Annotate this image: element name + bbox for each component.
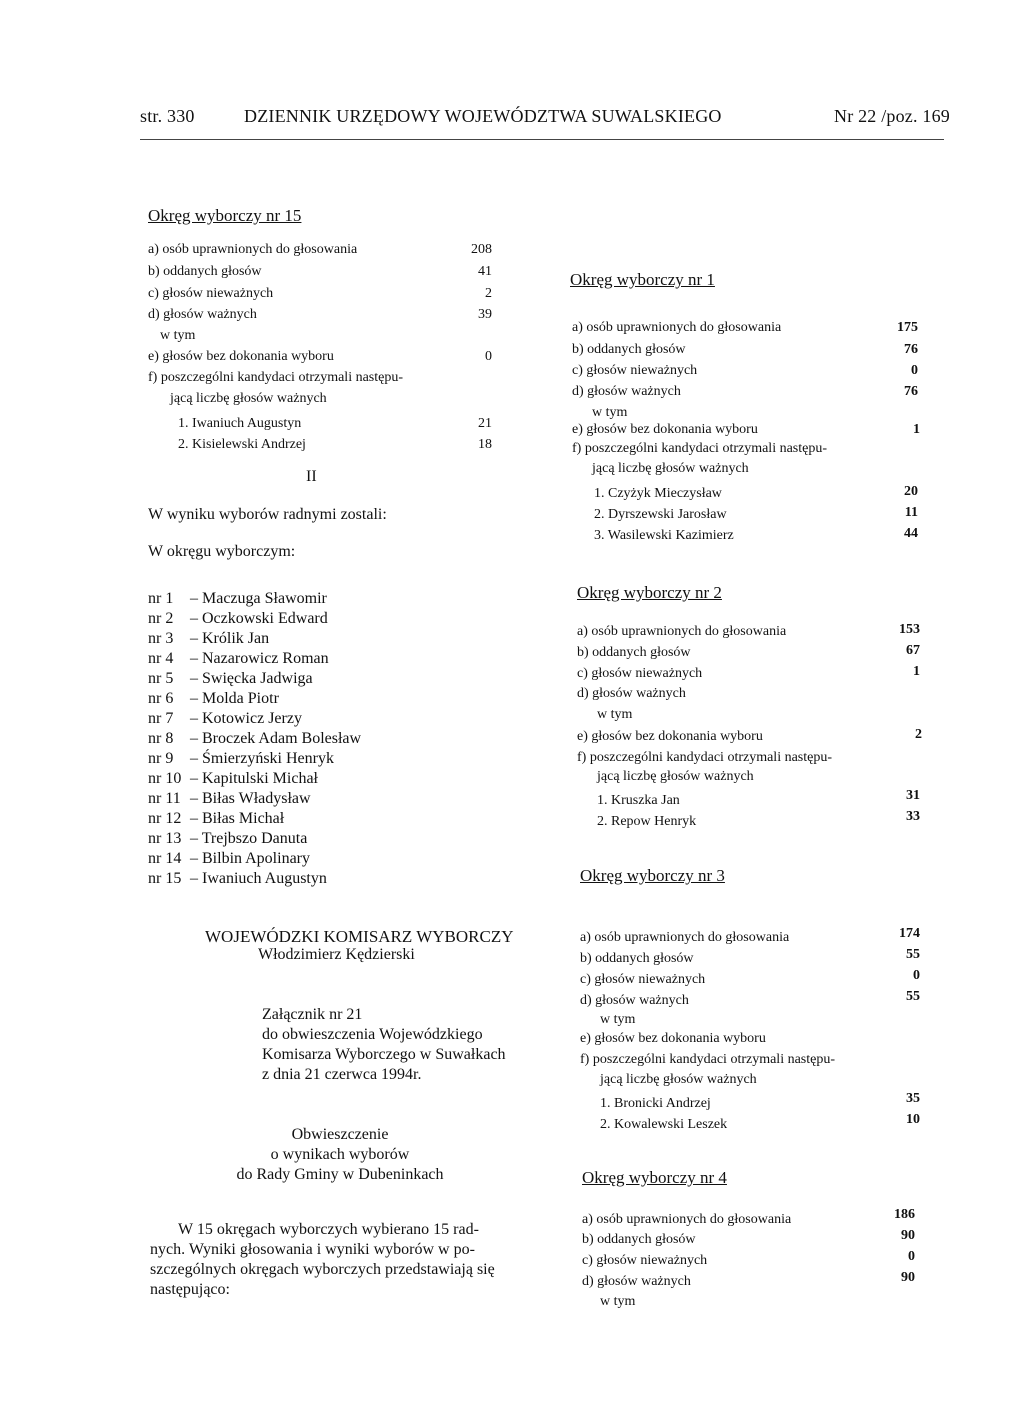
intro-text: następująco: xyxy=(150,1281,230,1298)
stat-value: 55 xyxy=(906,989,920,1004)
elected-nr: nr 2 xyxy=(148,610,174,627)
candidate-label: 1. Czyżyk Mieczysław xyxy=(594,486,722,501)
candidate-label: 2. Kisielewski Andrzej xyxy=(178,437,306,452)
elected-nr: nr 8 xyxy=(148,730,174,747)
district-3-title: Okręg wyborczy nr 3 xyxy=(580,866,725,885)
elected-name: – Biłas Władysław xyxy=(190,790,311,807)
district-1-title: Okręg wyborczy nr 1 xyxy=(570,270,715,289)
district-2-title: Okręg wyborczy nr 2 xyxy=(577,583,722,602)
stat-label: e) głosów bez dokonania wyboru xyxy=(148,349,334,364)
page-number: str. 330 xyxy=(140,106,195,126)
elected-name: – Broczek Adam Bolesław xyxy=(190,730,362,747)
candidate-label: 1. Bronicki Andrzej xyxy=(600,1096,711,1111)
commissioner-name: Włodzimierz Kędzierski xyxy=(258,946,415,963)
stat-label: f) poszczególni kandydaci otrzymali następu- xyxy=(577,750,833,765)
stat-label: d) głosów ważnych xyxy=(148,307,257,322)
announcement-line: do Rady Gminy w Dubeninkach xyxy=(236,1166,444,1183)
elected-nr: nr 15 xyxy=(148,870,182,887)
stat-value: 208 xyxy=(471,242,492,257)
stat-label: b) oddanych głosów xyxy=(577,645,691,660)
stat-value: 174 xyxy=(899,926,920,941)
announcement-title: Obwieszczenie xyxy=(291,1126,389,1143)
results-intro: W wyniku wyborów radnymi zostali: xyxy=(148,506,387,523)
district-4-title: Okręg wyborczy nr 4 xyxy=(582,1168,727,1187)
elected-name: – Bilbin Apolinary xyxy=(190,850,310,867)
candidate-votes: 35 xyxy=(906,1091,920,1106)
intro-text: nych. Wyniki głosowania i wyniki wyborów w po- xyxy=(150,1241,475,1258)
stat-value: 67 xyxy=(906,643,920,658)
candidate-votes: 20 xyxy=(904,484,918,499)
stat-label: a) osób uprawnionych do głosowania xyxy=(580,930,790,945)
elected-nr: nr 11 xyxy=(148,790,181,807)
stat-label: d) głosów ważnych xyxy=(582,1274,691,1289)
stat-label: w tym xyxy=(592,405,628,420)
issue-number: Nr 22 /poz. 169 xyxy=(834,106,950,126)
stat-value: 90 xyxy=(901,1228,915,1243)
header-rule xyxy=(140,139,944,140)
stat-value: 2 xyxy=(485,286,492,301)
stat-label: w tym xyxy=(600,1012,636,1027)
intro-text: W 15 okręgach wyborczych wybierano 15 rad- xyxy=(178,1221,479,1238)
district-heading: W okręgu wyborczym: xyxy=(148,543,296,560)
stat-label: w tym xyxy=(160,328,196,343)
stat-label: e) głosów bez dokonania wyboru xyxy=(577,729,763,744)
stat-label: e) głosów bez dokonania wyboru xyxy=(572,422,758,437)
elected-nr: nr 6 xyxy=(148,690,174,707)
stat-label: d) głosów ważnych xyxy=(577,686,686,701)
elected-nr: nr 12 xyxy=(148,810,182,827)
journal-title: DZIENNIK URZĘDOWY WOJEWÓDZTWA SUWALSKIEGO xyxy=(244,106,722,126)
stat-value: 1 xyxy=(913,422,920,437)
stat-label: w tym xyxy=(600,1294,636,1309)
stat-label: jącą liczbę głosów ważnych xyxy=(600,1072,757,1087)
elected-name: – Kotowicz Jerzy xyxy=(190,710,302,727)
candidate-label: 1. Iwaniuch Augustyn xyxy=(178,416,302,431)
candidate-votes: 18 xyxy=(478,437,492,452)
elected-name: – Swięcka Jadwiga xyxy=(190,670,313,687)
elected-name: – Kapitulski Michał xyxy=(190,770,318,787)
stat-value: 0 xyxy=(911,363,918,378)
stat-value: 175 xyxy=(897,320,918,335)
candidate-label: 2. Repow Henryk xyxy=(597,814,697,829)
stat-label: c) głosów nieważnych xyxy=(572,363,698,378)
stat-label: c) głosów nieważnych xyxy=(148,286,274,301)
elected-nr: nr 14 xyxy=(148,850,182,867)
elected-name: – Molda Piotr xyxy=(190,690,279,707)
elected-nr: nr 9 xyxy=(148,750,174,767)
stat-value: 41 xyxy=(478,264,492,279)
elected-name: – Iwaniuch Augustyn xyxy=(190,870,327,887)
elected-name: – Królik Jan xyxy=(190,630,270,647)
stat-label: jącą liczbę głosów ważnych xyxy=(597,769,754,784)
stat-value: 76 xyxy=(904,342,918,357)
attachment-line: do obwieszczenia Wojewódzkiego xyxy=(262,1026,483,1043)
elected-name: – Maczuga Sławomir xyxy=(190,590,327,607)
elected-name: – Trejbszo Danuta xyxy=(190,830,308,847)
candidate-votes: 21 xyxy=(478,416,492,431)
stat-label: b) oddanych głosów xyxy=(148,264,262,279)
announcement-line: o wynikach wyborów xyxy=(270,1146,410,1163)
stat-value: 2 xyxy=(915,727,922,742)
candidate-votes: 33 xyxy=(906,809,920,824)
attachment-date: z dnia 21 czerwca 1994r. xyxy=(262,1066,422,1083)
candidate-votes: 44 xyxy=(904,526,918,541)
stat-value: 39 xyxy=(478,307,492,322)
district-15-title: Okręg wyborczy nr 15 xyxy=(148,206,302,225)
candidate-label: 1. Kruszka Jan xyxy=(597,793,680,808)
stat-label: c) głosów nieważnych xyxy=(582,1253,708,1268)
stat-label: b) oddanych głosów xyxy=(582,1232,696,1247)
elected-nr: nr 1 xyxy=(148,590,174,607)
stat-label: a) osób uprawnionych do głosowania xyxy=(582,1212,792,1227)
elected-name: – Biłas Michał xyxy=(190,810,285,827)
stat-label: jącą liczbę głosów ważnych xyxy=(170,391,327,406)
stat-value: 153 xyxy=(899,622,920,637)
attachment-line: Komisarza Wyborczego w Suwałkach xyxy=(262,1046,506,1063)
stat-label: a) osób uprawnionych do głosowania xyxy=(148,242,358,257)
candidate-label: 2. Kowalewski Leszek xyxy=(600,1117,728,1132)
intro-text: szczególnych okręgach wyborczych przedstawiają się xyxy=(150,1261,495,1278)
stat-label: c) głosów nieważnych xyxy=(577,666,703,681)
stat-value: 0 xyxy=(908,1249,915,1264)
commissioner-title: WOJEWÓDZKI KOMISARZ WYBORCZY xyxy=(205,927,514,946)
stat-value: 1 xyxy=(913,664,920,679)
elected-name: – Oczkowski Edward xyxy=(190,610,328,627)
stat-value: 0 xyxy=(485,349,492,364)
stat-label: a) osób uprawnionych do głosowania xyxy=(577,624,787,639)
stat-label: f) poszczególni kandydaci otrzymali następu- xyxy=(148,370,404,385)
stat-value: 76 xyxy=(904,384,918,399)
elected-nr: nr 5 xyxy=(148,670,174,687)
elected-nr: nr 3 xyxy=(148,630,174,647)
stat-label: b) oddanych głosów xyxy=(572,342,686,357)
stat-label: d) głosów ważnych xyxy=(572,384,681,399)
elected-nr: nr 13 xyxy=(148,830,182,847)
stat-value: 90 xyxy=(901,1270,915,1285)
stat-value: 0 xyxy=(913,968,920,983)
stat-label: b) oddanych głosów xyxy=(580,951,694,966)
stat-value: 55 xyxy=(906,947,920,962)
stat-label: c) głosów nieważnych xyxy=(580,972,706,987)
stat-label: f) poszczególni kandydaci otrzymali następu- xyxy=(580,1052,836,1067)
stat-label: jącą liczbę głosów ważnych xyxy=(592,461,749,476)
elected-nr: nr 7 xyxy=(148,710,174,727)
attachment-number: Załącznik nr 21 xyxy=(262,1006,363,1023)
stat-label: w tym xyxy=(597,707,633,722)
elected-name: – Śmierzyński Henryk xyxy=(190,750,334,767)
elected-name: – Nazarowicz Roman xyxy=(190,650,329,667)
candidate-label: 3. Wasilewski Kazimierz xyxy=(594,528,734,543)
section-numeral: II xyxy=(306,468,317,485)
elected-nr: nr 4 xyxy=(148,650,174,667)
stat-label: f) poszczególni kandydaci otrzymali następu- xyxy=(572,441,828,456)
stat-label: a) osób uprawnionych do głosowania xyxy=(572,320,782,335)
candidate-votes: 10 xyxy=(906,1112,920,1127)
elected-nr: nr 10 xyxy=(148,770,182,787)
stat-value: 186 xyxy=(894,1207,915,1222)
candidate-votes: 11 xyxy=(904,505,918,520)
stat-label: e) głosów bez dokonania wyboru xyxy=(580,1031,766,1046)
candidate-votes: 31 xyxy=(906,788,920,803)
candidate-label: 2. Dyrszewski Jarosław xyxy=(594,507,727,522)
stat-label: d) głosów ważnych xyxy=(580,993,689,1008)
